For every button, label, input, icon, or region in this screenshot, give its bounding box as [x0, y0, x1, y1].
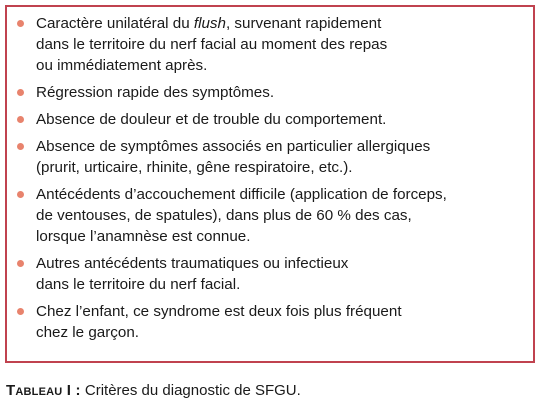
bullet-dot-icon [17, 20, 24, 27]
item-line: Absence de douleur et de trouble du comportement. [36, 111, 387, 128]
item-line: lorsque l’anamnèse est connue. [36, 228, 251, 245]
item-line: Régression rapide des symptômes. [36, 84, 275, 101]
item-line: de ventouses, de spatules), dans plus de 60 % des cas, [36, 207, 412, 224]
caption-label: Tableau I : [6, 382, 81, 399]
bullet-dot-icon [17, 191, 24, 198]
item-text-segment: Caractère unilatéral du [36, 15, 194, 32]
table-caption [6, 381, 301, 401]
criteria-list [7, 13, 533, 349]
item-line [36, 13, 523, 34]
criteria-table-box [5, 5, 535, 363]
caption-text: Critères du diagnostic de SFGU. [80, 382, 301, 399]
item-line: dans le territoire du nerf facial au moment des repas [36, 36, 388, 53]
item-line: dans le territoire du nerf facial. [36, 276, 241, 293]
bullet-dot-icon [17, 143, 24, 150]
item-line: Absence de symptômes associés en particulier allergiques [36, 138, 431, 155]
criteria-item [7, 136, 533, 178]
bullet-dot-icon [17, 89, 24, 96]
criteria-item [7, 82, 533, 103]
criteria-item [7, 13, 533, 76]
item-line: chez le garçon. [36, 324, 139, 341]
criteria-item [7, 109, 533, 130]
bullet-dot-icon [17, 116, 24, 123]
item-line: (prurit, urticaire, rhinite, gêne respiratoire, etc.). [36, 159, 353, 176]
item-line: Antécédents d’accouchement difficile (application de forceps, [36, 186, 447, 203]
criteria-item [7, 184, 533, 247]
criteria-item [7, 301, 533, 343]
item-line: Autres antécédents traumatiques ou infectieux [36, 255, 349, 272]
item-line: ou immédiatement après. [36, 57, 208, 74]
item-text-segment: , survenant rapidement [225, 15, 382, 32]
bullet-dot-icon [17, 260, 24, 267]
item-line: Chez l’enfant, ce syndrome est deux fois plus fréquent [36, 303, 402, 320]
criteria-item [7, 253, 533, 295]
item-emphasis-text: flush [193, 15, 226, 32]
bullet-dot-icon [17, 308, 24, 315]
